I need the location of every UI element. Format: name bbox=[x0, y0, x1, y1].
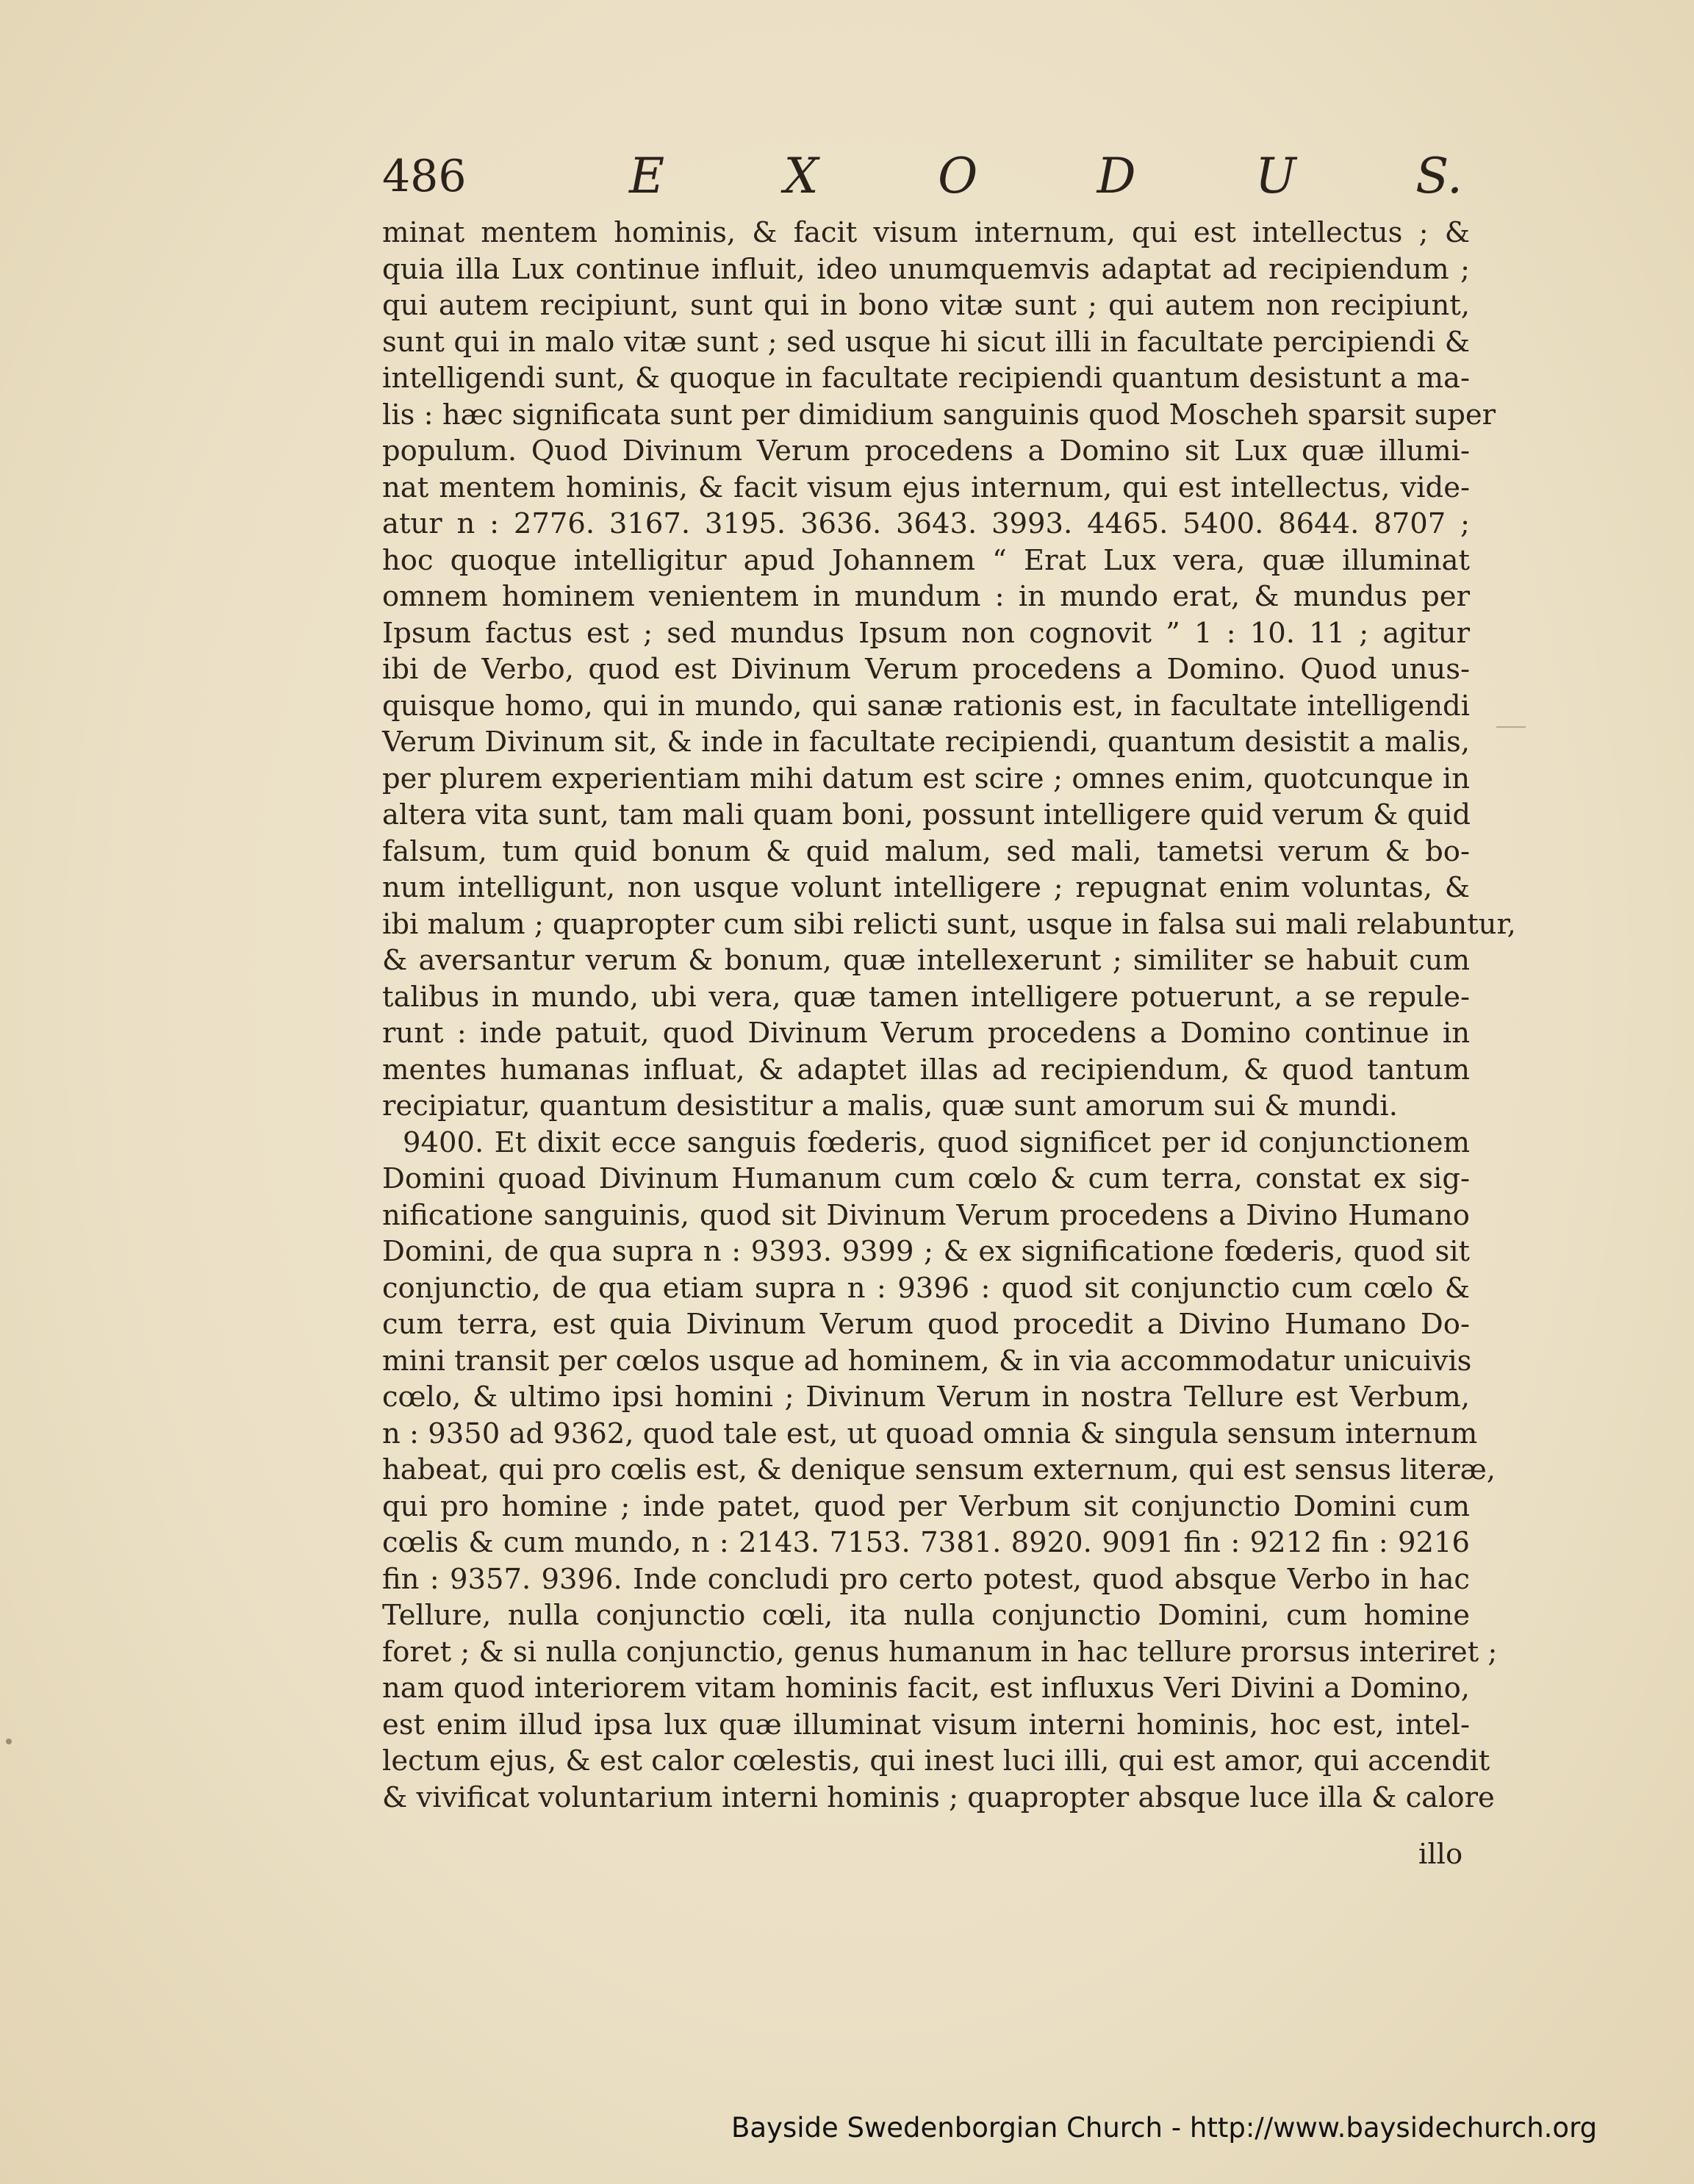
title-letter: O bbox=[938, 148, 978, 204]
margin-mark bbox=[1496, 726, 1526, 728]
text-line: Ipsum factus est ; sed mundus Ipsum non cognovit ” 1 : 10. 11 ; agitur bbox=[382, 616, 1470, 650]
text-line: qui pro homine ; inde patet, quod per Verbum sit conjunctio Domini cum bbox=[382, 1489, 1470, 1523]
text-line: sunt qui in malo vitæ sunt ; sed usque hi sicut illi in facultate percipiendi & bbox=[382, 325, 1470, 359]
text-line: mini transit per cœlos usque ad hominem, & in via accommodatur unicuivis bbox=[382, 1344, 1472, 1378]
text-line: runt : inde patuit, quod Divinum Verum procedens a Domino continue in bbox=[382, 1017, 1470, 1050]
title-letter: E bbox=[629, 148, 665, 204]
title-letter: S. bbox=[1415, 148, 1462, 204]
footer-credit: Bayside Swedenborgian Church - http://www.baysidechurch.org bbox=[731, 2112, 1598, 2144]
text-line: lis : hæc significata sunt per dimidium sanguinis quod Moscheh sparsit super bbox=[382, 398, 1496, 432]
page-number: 486 bbox=[382, 151, 467, 202]
body-text bbox=[382, 215, 1516, 1816]
title-letter: U bbox=[1255, 148, 1296, 204]
text-line: intelligendi sunt, & quoque in facultate recipiendi quantum desistunt a ma- bbox=[382, 362, 1470, 395]
text-line: foret ; & si nulla conjunctio, genus humanum in hac tellure prorsus interiret ; bbox=[382, 1635, 1498, 1669]
text-line: Verum Divinum sit, & inde in facultate recipiendi, quantum desistit a malis, bbox=[382, 726, 1470, 759]
catchword: illo bbox=[1418, 1838, 1463, 1871]
text-line: recipiatur, quantum desistitur a malis, quæ sunt amorum sui & mundi. bbox=[382, 1089, 1398, 1123]
running-title bbox=[629, 147, 1462, 206]
text-line: cœlis & cum mundo, n : 2143. 7153. 7381. 8920. 9091 fin : 9212 fin : 9216 bbox=[382, 1526, 1470, 1559]
margin-dot bbox=[6, 1739, 12, 1744]
text-line: omnem hominem venientem in mundum : in mundo erat, & mundus per bbox=[382, 580, 1470, 613]
text-line: Domini, de qua supra n : 9393. 9399 ; & ex significatione fœderis, quod sit bbox=[382, 1235, 1470, 1268]
text-line: nificatione sanguinis, quod sit Divinum Verum procedens a Divino Humano bbox=[382, 1198, 1470, 1232]
title-letter: D bbox=[1097, 148, 1136, 204]
text-line: nat mentem hominis, & facit visum ejus internum, qui est intellectus, vide- bbox=[382, 470, 1470, 504]
text-line: lectum ejus, & est calor cœlestis, qui inest luci illi, qui est amor, qui accendit bbox=[382, 1744, 1490, 1777]
text-line: ibi malum ; quapropter cum sibi relicti sunt, usque in falsa sui mali relabuntur, bbox=[382, 907, 1516, 941]
text-line: cum terra, est quia Divinum Verum quod procedit a Divino Humano Do- bbox=[382, 1308, 1470, 1341]
text-line: atur n : 2776. 3167. 3195. 3636. 3643. 3993. 4465. 5400. 8644. 8707 ; bbox=[382, 507, 1470, 540]
text-line: qui autem recipiunt, sunt qui in bono vitæ sunt ; qui autem non recipiunt, bbox=[382, 289, 1470, 322]
text-line: hoc quoque intelligitur apud Johannem “ Erat Lux vera, quæ illuminat bbox=[382, 543, 1470, 577]
text-line: num intelligunt, non usque volunt intelligere ; repugnat enim voluntas, & bbox=[382, 871, 1470, 904]
text-line: & vivificat voluntarium interni hominis ; quapropter absque luce illa & calore bbox=[382, 1780, 1495, 1814]
text-line: quisque homo, qui in mundo, qui sanæ rationis est, in facultate intelligendi bbox=[382, 689, 1470, 723]
text-line: falsum, tum quid bonum & quid malum, sed mali, tametsi verum & bo- bbox=[382, 834, 1470, 868]
text-line: Tellure, nulla conjunctio cœli, ita nulla conjunctio Domini, cum homine bbox=[382, 1599, 1470, 1632]
text-line: fin : 9357. 9396. Inde concludi pro certo potest, quod absque Verbo in hac bbox=[382, 1562, 1470, 1596]
text-line: talibus in mundo, ubi vera, quæ tamen intelligere potuerunt, a se repule- bbox=[382, 980, 1470, 1014]
text-line: & aversantur verum & bonum, quæ intellexerunt ; similiter se habuit cum bbox=[382, 944, 1470, 977]
text-line: ibi de Verbo, quod est Divinum Verum procedens a Domino. Quod unus- bbox=[382, 653, 1470, 686]
text-line: cœlo, & ultimo ipsi homini ; Divinum Verum in nostra Tellure est Verbum, bbox=[382, 1381, 1470, 1414]
text-line: populum. Quod Divinum Verum procedens a Domino sit Lux quæ illumi- bbox=[382, 434, 1470, 468]
text-line: quia illa Lux continue influit, ideo unumquemvis adaptat ad recipiendum ; bbox=[382, 252, 1470, 286]
text-line: conjunctio, de qua etiam supra n : 9396 : quod sit conjunctio cum cœlo & bbox=[382, 1271, 1470, 1305]
text-line: mentes humanas influat, & adaptet illas ad recipiendum, & quod tantum bbox=[382, 1053, 1470, 1086]
page-header bbox=[382, 147, 1462, 206]
text-line: nam quod interiorem vitam hominis facit, est influxus Veri Divini a Domino, bbox=[382, 1672, 1470, 1705]
text-line: per plurem experientiam mihi datum est scire ; omnes enim, quotcunque in bbox=[382, 762, 1470, 795]
title-letter: X bbox=[783, 148, 819, 204]
text-line: n : 9350 ad 9362, quod tale est, ut quoad omnia & singula sensum internum bbox=[382, 1417, 1478, 1450]
text-line: 9400. Et dixit ecce sanguis fœderis, quod significet per id conjunctionem bbox=[403, 1125, 1470, 1159]
text-line: habeat, qui pro cœlis est, & denique sensum externum, qui est sensus literæ, bbox=[382, 1453, 1496, 1486]
text-line: Domini quoad Divinum Humanum cum cœlo & cum terra, constat ex sig- bbox=[382, 1162, 1470, 1195]
text-line: minat mentem hominis, & facit visum internum, qui est intellectus ; & bbox=[382, 216, 1470, 249]
text-line: altera vita sunt, tam mali quam boni, possunt intelligere quid verum & quid bbox=[382, 798, 1471, 831]
text-line: est enim illud ipsa lux quæ illuminat visum interni hominis, hoc est, intel- bbox=[382, 1708, 1470, 1741]
